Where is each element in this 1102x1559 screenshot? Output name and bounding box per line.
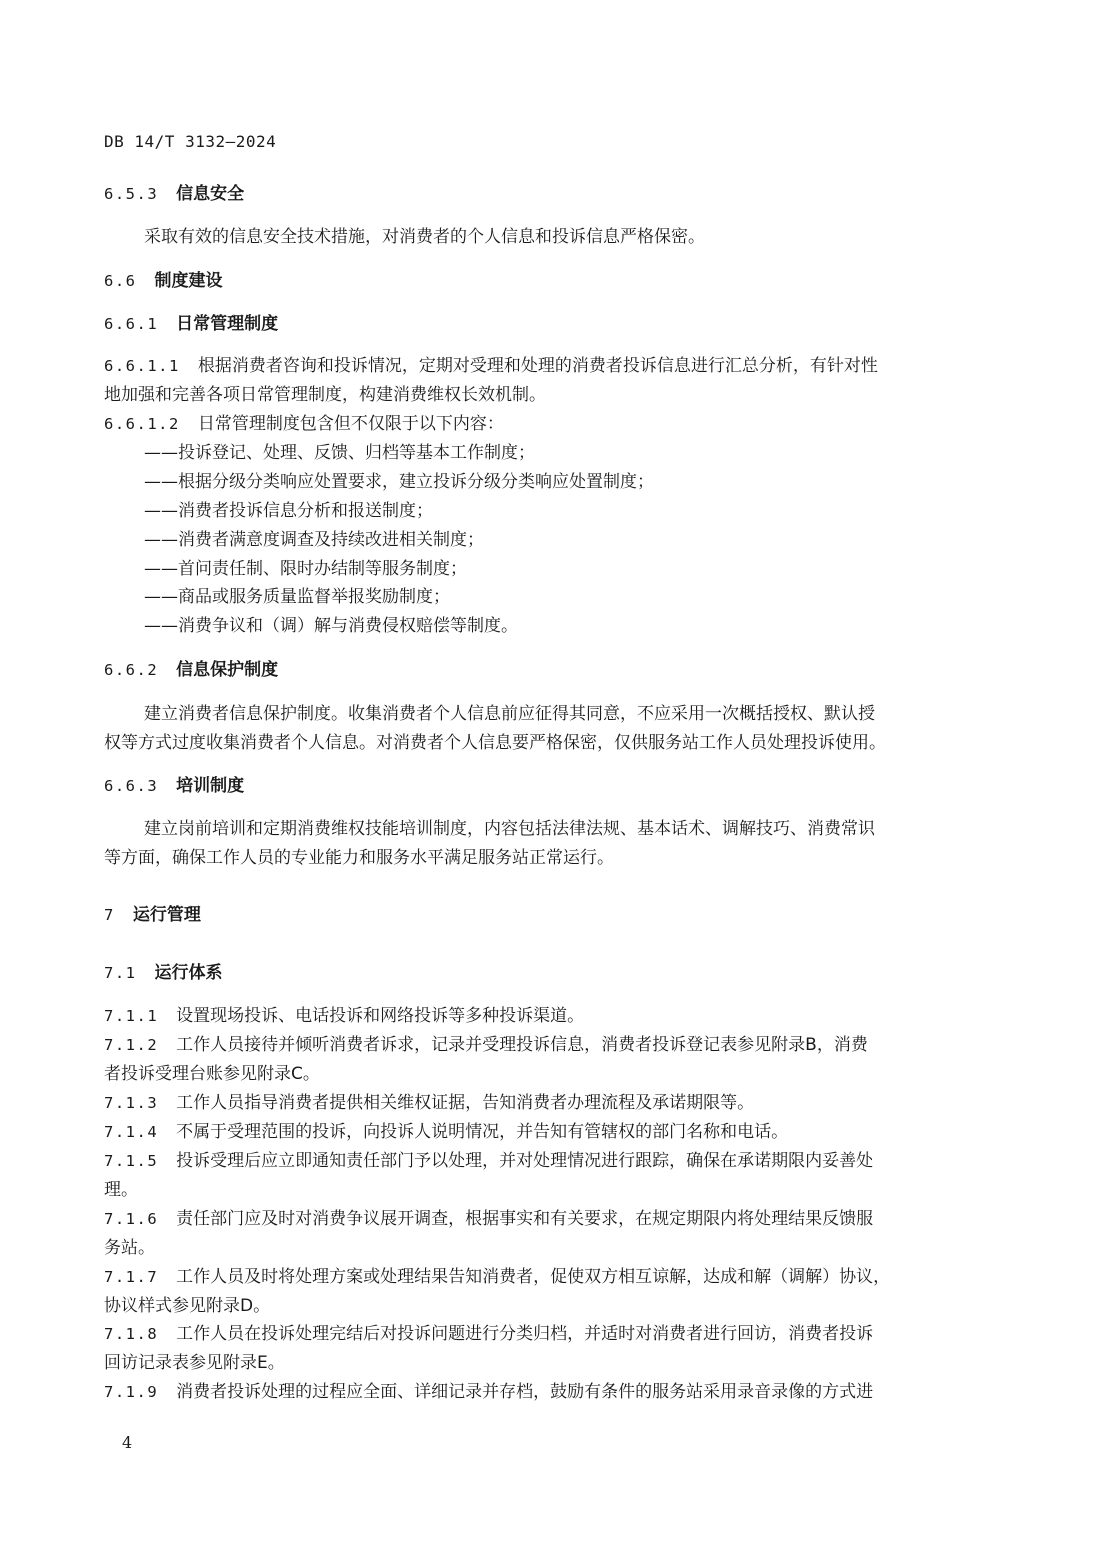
clause-number: 7.1.4 (104, 1123, 159, 1141)
clause-number: 7.1.9 (104, 1383, 159, 1401)
clause-number: 7.1.3 (104, 1094, 159, 1112)
clause-7-1-4 (104, 1118, 788, 1146)
clause-text: 消费者投诉处理的过程应全面、详细记录并存档，鼓励有条件的服务站采用录音录像的方式进 (176, 1382, 874, 1402)
section-number: 6.6.1 (104, 315, 159, 333)
paragraph-6-5-3: 采取有效的信息安全技术措施，对消费者的个人信息和投诉信息严格保密。 (144, 227, 705, 247)
heading-6-6 (104, 267, 223, 295)
clause-text: 日常管理制度包含但不仅限于以下内容： (197, 414, 504, 434)
clause-text: 工作人员指导消费者提供相关维权证据，告知消费者办理流程及承诺期限等。 (176, 1093, 755, 1113)
clause-number: 7.1.6 (104, 1210, 159, 1228)
heading-7-1 (104, 959, 223, 987)
clause-text: 工作人员接待并倾听消费者诉求，记录并受理投诉信息，消费者投诉登记表参见附录B，消费 (176, 1035, 868, 1055)
section-title: 运行管理 (132, 905, 201, 925)
paragraph-6-6-3-line2: 等方面，确保工作人员的专业能力和服务水平满足服务站正常运行。 (104, 848, 614, 868)
list-item: ——首问责任制、限时办结制等服务制度； (144, 559, 467, 579)
clause-text: 投诉受理后应立即通知责任部门予以处理，并对处理情况进行跟踪，确保在承诺期限内妥善处 (176, 1151, 874, 1171)
clause-7-1-6 (104, 1205, 873, 1233)
list-item: ——消费争议和（调）解与消费侵权赔偿等制度。 (144, 616, 518, 636)
clause-7-1-5-line2: 理。 (104, 1180, 138, 1200)
clause-7-1-1 (104, 1002, 584, 1030)
clause-7-1-2-line2: 者投诉受理台账参见附录C。 (104, 1064, 320, 1084)
section-number: 6.5.3 (104, 185, 159, 203)
clause-number: 6.6.1.1 (104, 357, 180, 375)
heading-6-6-1 (104, 310, 278, 338)
section-number: 6.6 (104, 272, 137, 290)
paragraph-6-6-2-line2: 权等方式过度收集消费者个人信息。对消费者个人信息要严格保密，仅供服务站工作人员处理投诉使用。 (104, 733, 886, 753)
heading-7 (104, 901, 201, 929)
clause-text: 根据消费者咨询和投诉情况，定期对受理和处理的消费者投诉信息进行汇总分析，有针对性 (197, 356, 878, 376)
clause-text: 设置现场投诉、电话投诉和网络投诉等多种投诉渠道。 (176, 1006, 585, 1026)
list-item: ——消费者投诉信息分析和报送制度； (144, 501, 433, 521)
section-title: 运行体系 (154, 963, 223, 983)
clause-number: 6.6.1.2 (104, 415, 180, 433)
section-title: 日常管理制度 (176, 314, 279, 334)
clause-6-6-1-1-line1 (104, 352, 878, 380)
clause-text: 工作人员在投诉处理完结后对投诉问题进行分类归档，并适时对消费者进行回访，消费者投诉 (176, 1324, 874, 1344)
section-title: 制度建设 (154, 271, 223, 291)
list-item: ——商品或服务质量监督举报奖励制度； (144, 587, 450, 607)
section-title: 信息安全 (176, 184, 245, 204)
list-item: ——根据分级分类响应处置要求，建立投诉分级分类响应处置制度； (144, 472, 654, 492)
section-number: 6.6.3 (104, 777, 159, 795)
clause-number: 7.1.1 (104, 1007, 159, 1025)
clause-7-1-8-line2: 回访记录表参见附录E。 (104, 1353, 285, 1373)
list-item: ——消费者满意度调查及持续改进相关制度； (144, 530, 484, 550)
clause-text: 工作人员及时将处理方案或处理结果告知消费者，促使双方相互谅解，达成和解（调解）协议， (176, 1267, 891, 1287)
paragraph-6-6-2-line1: 建立消费者信息保护制度。收集消费者个人信息前应征得其同意，不应采用一次概括授权、默认授 (144, 704, 875, 724)
clause-7-1-2 (104, 1031, 868, 1059)
clause-6-6-1-1-line2: 地加强和完善各项日常管理制度，构建消费维权长效机制。 (104, 385, 546, 405)
section-number: 7 (104, 906, 115, 924)
clause-number: 7.1.8 (104, 1325, 159, 1343)
clause-7-1-5 (104, 1147, 873, 1175)
clause-7-1-7 (104, 1263, 890, 1291)
clause-7-1-7-line2: 协议样式参见附录D。 (104, 1296, 271, 1316)
section-number: 7.1 (104, 964, 137, 982)
clause-number: 7.1.7 (104, 1268, 159, 1286)
clause-number: 7.1.5 (104, 1152, 159, 1170)
clause-7-1-6-line2: 务站。 (104, 1238, 155, 1258)
clause-7-1-3 (104, 1089, 754, 1117)
clause-7-1-9 (104, 1378, 873, 1406)
clause-text: 责任部门应及时对消费争议展开调查，根据事实和有关要求，在规定期限内将处理结果反馈服 (176, 1209, 874, 1229)
section-title: 信息保护制度 (176, 660, 279, 680)
list-item: ——投诉登记、处理、反馈、归档等基本工作制度； (144, 443, 535, 463)
heading-6-5-3 (104, 180, 244, 208)
standard-id: DB 14/T 3132—2024 (104, 132, 277, 151)
clause-text: 不属于受理范围的投诉，向投诉人说明情况，并告知有管辖权的部门名称和电话。 (176, 1122, 789, 1142)
clause-6-6-1-2 (104, 410, 504, 438)
clause-7-1-8 (104, 1320, 873, 1348)
section-number: 6.6.2 (104, 661, 159, 679)
section-title: 培训制度 (176, 776, 245, 796)
heading-6-6-2 (104, 656, 278, 684)
clause-number: 7.1.2 (104, 1036, 159, 1054)
heading-6-6-3 (104, 772, 244, 800)
page-number: 4 (122, 1433, 133, 1452)
paragraph-6-6-3-line1: 建立岗前培训和定期消费维权技能培训制度，内容包括法律法规、基本话术、调解技巧、消费常识 (144, 819, 875, 839)
